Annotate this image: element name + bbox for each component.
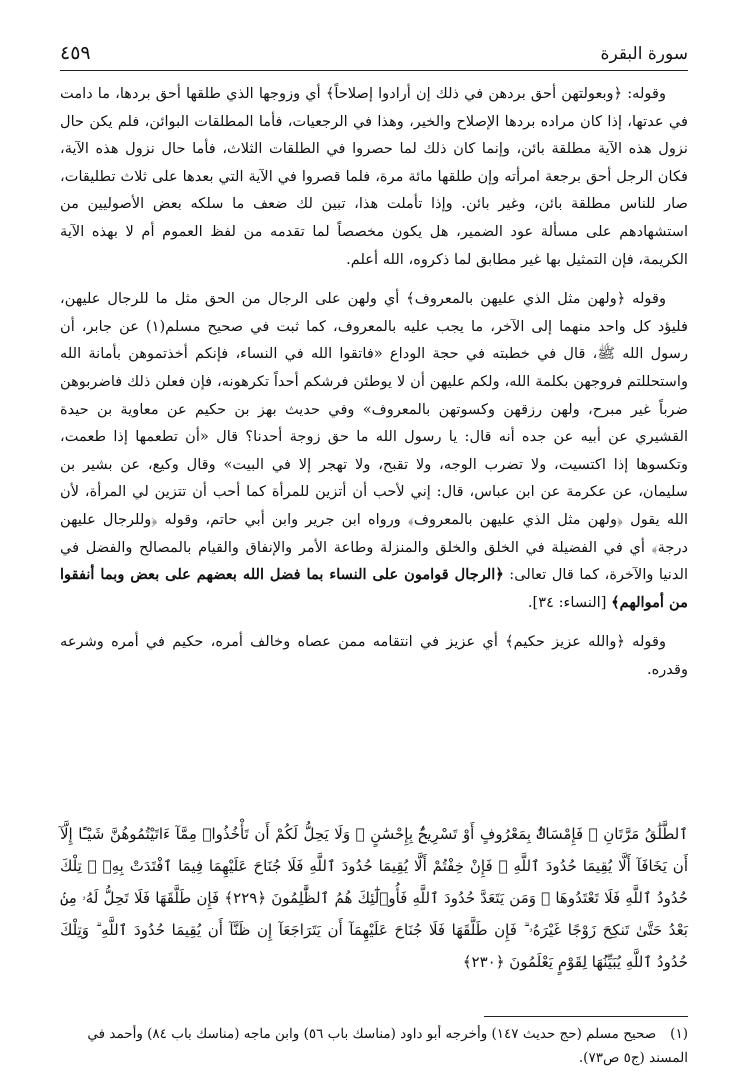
paragraph-mutual-rights-text: وقوله ﴿ولهن مثل الذي عليهن بالمعروف﴾ أي ولهن على الرجال من الحق مثل ما للرجال عليهن، فليؤد كل واحد منهما إلى الآخر، ما يجب عليه بالمعروف، كما ثبت في صحيح مسلم(١) عن جابر، أن رسول الله ﷺ، قال في خطبته في حجة الوداع «فاتقوا الله في النساء، فإنكم أخذتموهن بأمانة الله واستحللتم فروجهن بكلمة الله، ولكم عليهن أن لا يوطئن فرشكم أحداً تكرهونه، فإن فعلن ذلك فاضربوهن ضرباً غير مبرح، ولهن رزقهن وكسوتهن بالمعروف» وفي حديث بهز بن حكيم عن معاوية بن حيدة القشيري عن أبيه عن جده أنه قال: يا رسول الله ما حق زوجة أحدنا؟ قال «أن تطعمها إذا طعمت، وتكسوها إذا اكتسيت، ولا تضرب الوجه، ولا تقبح، ولا تهجر إلا في البيت» وقال وكيع، عن بشير بن سليمان، عن عكرمة عن ابن عباس، قال: إني لأحب أن أتزين للمرأة كما أحب أن تتزين لي المرأة، لأن الله يقول ﴿ولهن مثل الذي عليهن بالمعروف﴾ ورواه ابن جرير وابن أبي حاتم، وقوله ﴿وللرجال عليهن درجة﴾ أي في الفضيلة في الخلق والخلق والمنزلة وطاعة الأمر والإنفاق والقيام بالمصالح والفضل في الدنيا والآخرة، كما قال تعالى: <box>60 290 689 584</box>
page-number: ٤٥٩ <box>60 42 91 64</box>
paragraph-almighty-wise: وقوله ﴿والله عزيز حكيم﴾ أي عزيز في انتقامه ممن عصاه وخالف أمره، حكيم في أمره وشرعه وقدره. <box>60 633 688 678</box>
page-header <box>60 40 688 71</box>
paragraph-mutual-rights <box>60 285 688 616</box>
surah-title: سورة البقرة <box>600 44 688 64</box>
verse-citation: [النساء: ٣٤]. <box>527 593 607 611</box>
footnote-divider <box>484 1016 688 1017</box>
commentary-body <box>60 80 688 683</box>
footnote-marker: (١) <box>670 1026 688 1042</box>
footnote-text: صحيح مسلم (حج حديث ١٤٧) وأخرجه أبو داود (مناسك باب ٥٦) وابن ماجه (مناسك باب ٨٤) وأحمد في المسند (ج٥ ص٧٣). <box>87 1026 688 1066</box>
quran-verses: ٱلطَّلَٰقُ مَرَّتَانِ ۖ فَإِمْسَاكٌۢ بِمَعْرُوفٍ أَوْ تَسْرِيحٌۢ بِإِحْسَٰنٍ ۗ وَلَا يَحِلُّ لَكُمْ أَن تَأْخُذُوا۟ مِمَّآ ءَاتَيْتُمُوهُنَّ شَيْـًٔا إِلَّآ أَن يَخَافَآ أَلَّا يُقِيمَا حُدُودَ ٱللَّهِ ۖ فَإِنْ خِفْتُمْ أَلَّا يُقِيمَا حُدُودَ ٱللَّهِ فَلَا جُنَاحَ عَلَيْهِمَا فِيمَا ٱفْتَدَتْ بِهِۦ ۗ تِلْكَ حُدُودُ ٱللَّهِ فَلَا تَعْتَدُوهَا ۚ وَمَن يَتَعَدَّ حُدُودَ ٱللَّهِ فَأُو۟لَٰٓئِكَ هُمُ ٱلظَّٰلِمُونَ ﴿٢٢٩﴾ فَإِن طَلَّقَهَا فَلَا تَحِلُّ لَهُۥ مِنۢ بَعْدُ حَتَّىٰ تَنكِحَ زَوْجًا غَيْرَهُۥ ۗ فَإِن طَلَّقَهَا فَلَا جُنَاحَ عَلَيْهِمَآ أَن يَتَرَاجَعَآ إِن ظَنَّآ أَن يُقِيمَا حُدُودَ ٱللَّهِ ۗ وَتِلْكَ حُدُودُ ٱللَّهِ يُبَيِّنُهَا لِقَوْمٍ يَعْلَمُونَ ﴿٢٣٠﴾ <box>60 825 688 971</box>
paragraph-reconciliation: وقوله: ﴿وبعولتهن أحق بردهن في ذلك إن أرادوا إصلاحاً﴾ أي وزوجها الذي طلقها أحق بردها، ما دامت في عدتها، إذا كان مراده بردها الإصلاح والخير، وهذا في الرجعيات، فأما المطلقات البوائن، فلم يكن حال نزول هذه الآية مطلقة بائن، وإنما كان ذلك لما حصروا في الطلقات الثلاث، فأما حال نزول هذه الآية، فكان الرجل أحق برجعة امرأته وإن طلقها مائة مرة، فلما قصروا في الآية التي بعدها على ثلاث تطليقات، صار للناس مطلقة بائن، وغير بائن. وإذا تأملت هذا، تبين لك ضعف ما سلكه بعض الأصوليين من استشهادهم على مسألة عود الضمير، هل يكون مخصصاً لما تقدمه من لفظ العموم أم لا بهذه الآية الكريمة، فإن التمثيل بها غير مطابق لما ذكروه، الله أعلم. <box>60 85 688 268</box>
footnote <box>60 1022 688 1070</box>
quran-quote-bold: ﴿الرجال قوامون على النساء بما فضل الله بعضهم على بعض وبما أنفقوا من أموالهم﴾ <box>60 566 688 611</box>
